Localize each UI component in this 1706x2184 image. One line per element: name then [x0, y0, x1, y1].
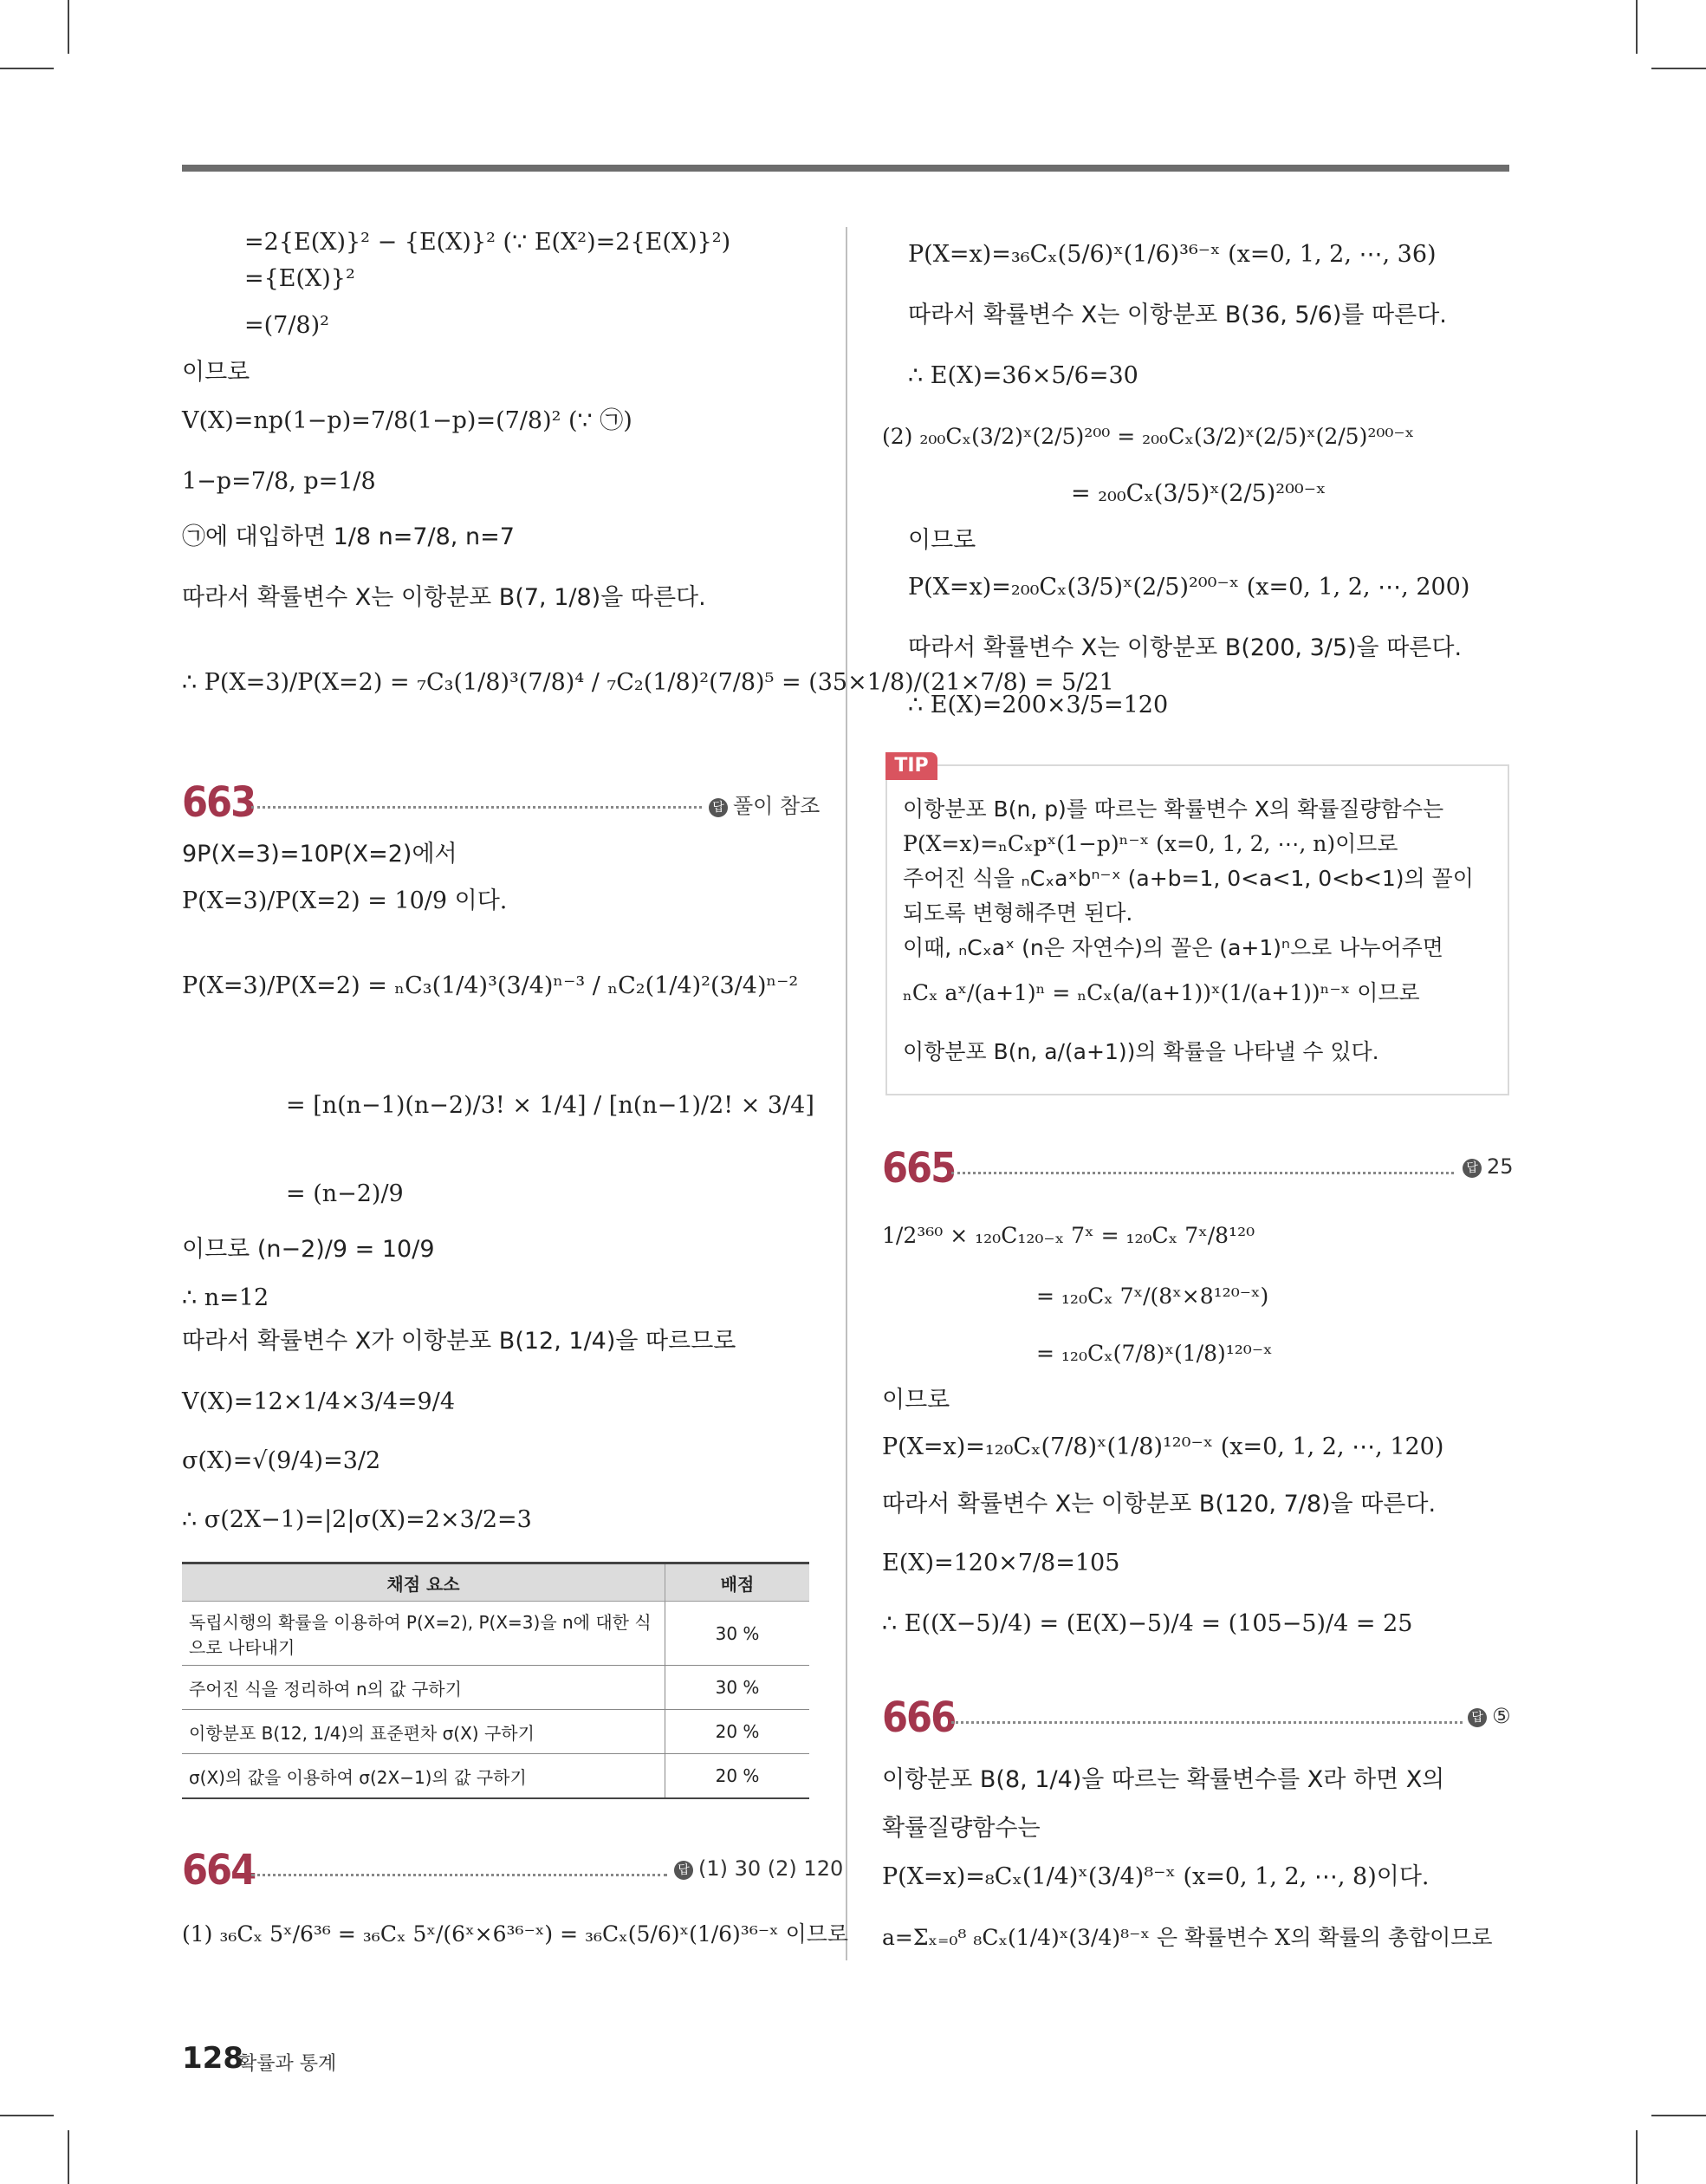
text-line: 따라서 확률변수 X는 이항분포 B(120, 7/8)을 따른다. [882, 1491, 1437, 1518]
text-line: 확률질량함수는 [882, 1815, 1041, 1842]
text-line: 따라서 확률변수 X는 이항분포 B(200, 3/5)을 따른다. [908, 634, 1463, 661]
crop-mark [0, 2115, 54, 2116]
math-line: 1/2³⁶⁰ × ₁₂₀C₁₂₀₋ₓ 7ˣ = ₁₂₀Cₓ 7ˣ/8¹²⁰ [882, 1223, 1255, 1248]
math-line: ∴ E(X)=36×5/6=30 [908, 362, 1138, 389]
answer-label [1463, 1154, 1514, 1179]
math-line: a=Σₓ₌₀⁸ ₈Cₓ(1/4)ˣ(3/4)⁸⁻ˣ 은 확률변수 X의 확률의 총합이므로 [882, 1925, 1493, 1950]
answer-text: 풀이 참조 [733, 794, 821, 818]
tip-line: 이항분포 B(n, a/(a+1))의 확률을 나타낼 수 있다. [903, 1039, 1379, 1064]
text-line: ㉠에 대입하면 1/8 n=7/8, n=7 [182, 523, 515, 550]
problem-number: 664 [182, 1846, 256, 1895]
problem-666-header [882, 1692, 1511, 1744]
math-line: = ₁₂₀Cₓ(7/8)ˣ(1/8)¹²⁰⁻ˣ [1036, 1341, 1273, 1366]
answer-text: (1) 30 (2) 120 [698, 1856, 844, 1881]
tip-line: ₙCₓ aˣ/(a+1)ⁿ = ₙCₓ(a/(a+1))ˣ(1/(a+1))ⁿ⁻ˣ 이므로 [903, 980, 1420, 1005]
text-line: 이므로 (n−2)/9 = 10/9 [182, 1236, 435, 1263]
page-number: 128 [182, 2041, 243, 2076]
math-line: = [n(n−1)(n−2)/3! × 1/4] / [n(n−1)/2! × 3/4] [286, 1092, 814, 1119]
problem-663-header [182, 777, 821, 829]
dotted-leader [951, 1721, 1463, 1724]
dotted-leader [951, 1172, 1454, 1174]
math-line: E(X)=120×7/8=105 [882, 1550, 1120, 1576]
table-header: 배점 [665, 1563, 810, 1602]
math-line: ={E(X)}² [244, 265, 355, 292]
math-line: V(X)=np(1−p)=7/8(1−p)=(7/8)² (∵ ㉠) [182, 407, 632, 434]
math-line: P(X=x)=₁₂₀Cₓ(7/8)ˣ(1/8)¹²⁰⁻ˣ (x=0, 1, 2, ⋯, 120) [882, 1433, 1444, 1460]
crop-mark [1636, 0, 1638, 54]
crop-mark [0, 68, 54, 69]
math-line: = ₁₂₀Cₓ 7ˣ/(8ˣ×8¹²⁰⁻ˣ) [1036, 1284, 1269, 1309]
table-cell: 30 % [665, 1602, 810, 1666]
answer-label [674, 1856, 843, 1881]
problem-665-header [882, 1142, 1514, 1194]
problem-number: 663 [182, 778, 256, 827]
dotted-leader [251, 806, 702, 809]
crop-mark [68, 2130, 69, 2184]
table-row [182, 1666, 809, 1710]
text-line: 이항분포 B(8, 1/4)을 따르는 확률변수를 X라 하면 X의 [882, 1766, 1445, 1793]
tip-line: 이항분포 B(n, p)를 따르는 확률변수 X의 확률질량함수는 [903, 796, 1444, 822]
table-cell: 이항분포 B(12, 1/4)의 표준편차 σ(X) 구하기 [182, 1710, 665, 1754]
math-line: σ(X)=√(9/4)=3/2 [182, 1447, 381, 1474]
math-line: P(X=x)=₈Cₓ(1/4)ˣ(3/4)⁸⁻ˣ (x=0, 1, 2, ⋯, 8)이다. [882, 1863, 1430, 1890]
tip-line: 주어진 식을 ₙCₓaˣbⁿ⁻ˣ (a+b=1, 0<a<1, 0<b<1)의 꼴이 [903, 866, 1474, 891]
table-header: 채점 요소 [182, 1563, 665, 1602]
table-cell: 20 % [665, 1710, 810, 1754]
table-cell: 30 % [665, 1666, 810, 1710]
math-line: ∴ σ(2X−1)=|2|σ(X)=2×3/2=3 [182, 1506, 532, 1533]
crop-mark [68, 0, 69, 54]
problem-number: 666 [882, 1693, 956, 1742]
header-rule [182, 165, 1509, 172]
crop-mark [1636, 2130, 1638, 2184]
text-line: 9P(X=3)=10P(X=2)에서 [182, 841, 457, 868]
answer-icon: 답 [1468, 1708, 1487, 1727]
answer-icon: 답 [709, 798, 728, 817]
table-cell: 주어진 식을 정리하여 n의 값 구하기 [182, 1666, 665, 1710]
math-line: ∴ n=12 [182, 1284, 269, 1311]
tip-label: TIP [885, 752, 937, 780]
math-line: =(7/8)² [244, 312, 329, 339]
table-cell: σ(X)의 값을 이용하여 σ(2X−1)의 값 구하기 [182, 1754, 665, 1799]
table-header-row [182, 1563, 809, 1602]
text-line: 따라서 확률변수 X가 이항분포 B(12, 1/4)을 따르므로 [182, 1328, 736, 1355]
dotted-leader [251, 1874, 667, 1876]
text-line: 따라서 확률변수 X는 이항분포 B(36, 5/6)를 따른다. [908, 302, 1447, 328]
answer-label [1468, 1704, 1511, 1728]
answer-icon: 답 [1463, 1159, 1482, 1178]
table-cell: 20 % [665, 1754, 810, 1799]
crop-mark [1651, 2115, 1706, 2116]
answer-label [709, 789, 820, 819]
column-divider [846, 227, 847, 1960]
section-title: 확률과 통계 [238, 2053, 337, 2075]
text-line: 이므로 [882, 1387, 950, 1414]
text-line: 이므로 [182, 359, 250, 386]
text-line: 따라서 확률변수 X는 이항분포 B(7, 1/8)을 따른다. [182, 584, 706, 611]
table-cell: 독립시행의 확률을 이용하여 P(X=2), P(X=3)을 n에 대한 식으로 나타내기 [182, 1602, 665, 1666]
math-line: P(X=x)=₂₀₀Cₓ(3/5)ˣ(2/5)²⁰⁰⁻ˣ (x=0, 1, 2, ⋯, 200) [908, 574, 1470, 601]
math-line: = ₂₀₀Cₓ(3/5)ˣ(2/5)²⁰⁰⁻ˣ [1071, 480, 1327, 507]
math-line: = (n−2)/9 [286, 1180, 404, 1207]
problem-number: 665 [882, 1144, 956, 1193]
tip-line: P(X=x)=ₙCₓpˣ(1−p)ⁿ⁻ˣ (x=0, 1, 2, ⋯, n)이므로 [903, 831, 1398, 856]
table-row [182, 1710, 809, 1754]
scoring-table [182, 1562, 809, 1799]
tip-line: 되도록 변형해주면 된다. [903, 900, 1133, 926]
answer-text: ⑤ [1492, 1704, 1511, 1728]
math-line: (2) ₂₀₀Cₓ(3/2)ˣ(2/5)²⁰⁰ = ₂₀₀Cₓ(3/2)ˣ(2/5)ˣ(2/5)²⁰⁰⁻ˣ [882, 424, 1415, 449]
math-line: 1−p=7/8, p=1/8 [182, 468, 376, 495]
math-line: ∴ P(X=3)/P(X=2) = ₇C₃(1/8)³(7/8)⁴ / ₇C₂(1/8)²(7/8)⁵ = (35×1/8)/(21×7/8) = 5/21 [182, 669, 1114, 696]
math-line: ∴ E(X)=200×3/5=120 [908, 692, 1169, 718]
math-line: (1) ₃₆Cₓ 5ˣ/6³⁶ = ₃₆Cₓ 5ˣ/(6ˣ×6³⁶⁻ˣ) = ₃₆Cₓ(5/6)ˣ(1/6)³⁶⁻ˣ 이므로 [182, 1921, 849, 1947]
tip-line: 이때, ₙCₓaˣ (n은 자연수)의 꼴은 (a+1)ⁿ으로 나누어주면 [903, 935, 1443, 960]
math-line: =2{E(X)}² − {E(X)}² (∵ E(X²)=2{E(X)}²) [244, 229, 731, 256]
math-line: P(X=x)=₃₆Cₓ(5/6)ˣ(1/6)³⁶⁻ˣ (x=0, 1, 2, ⋯, 36) [908, 241, 1437, 268]
math-line: ∴ E((X−5)/4) = (E(X)−5)/4 = (105−5)/4 = 25 [882, 1610, 1413, 1637]
answer-text: 25 [1487, 1154, 1514, 1179]
text-line: 이므로 [908, 527, 976, 554]
problem-664-header [182, 1844, 844, 1896]
math-line: V(X)=12×1/4×3/4=9/4 [182, 1388, 455, 1415]
math-line: P(X=3)/P(X=2) = ₙC₃(1/4)³(3/4)ⁿ⁻³ / ₙC₂(1/4)²(3/4)ⁿ⁻² [182, 972, 799, 999]
answer-icon: 답 [674, 1861, 693, 1880]
crop-mark [1651, 68, 1706, 69]
table-row [182, 1602, 809, 1666]
math-line: P(X=3)/P(X=2) = 10/9 이다. [182, 887, 508, 914]
table-row [182, 1754, 809, 1799]
